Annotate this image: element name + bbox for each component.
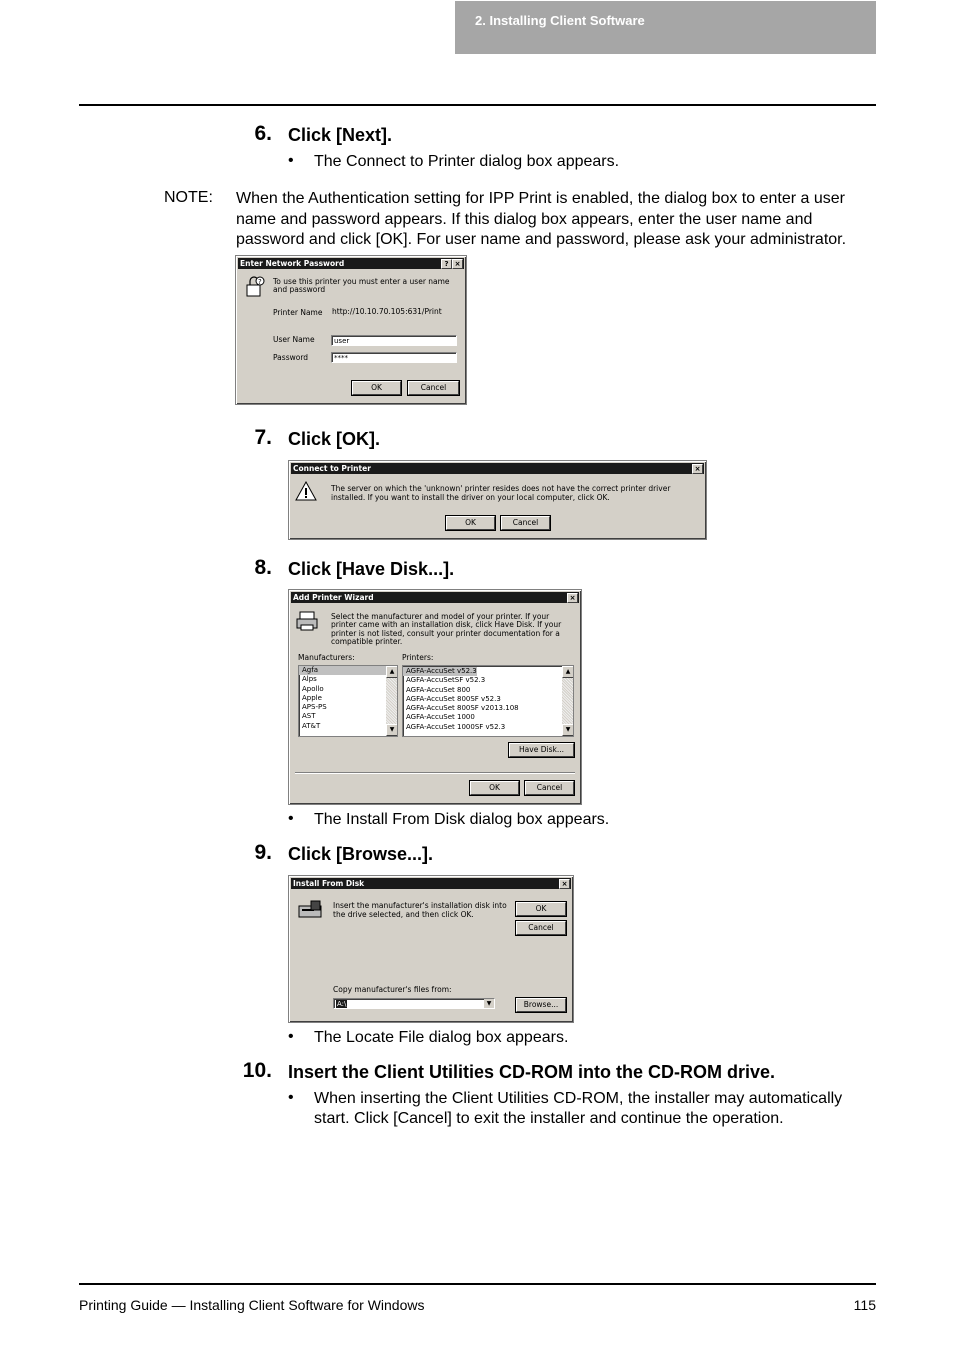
- ok-button[interactable]: OK: [446, 516, 495, 530]
- printer-icon: [295, 610, 321, 632]
- dialog-message: Insert the manufacturer's installation disk into the drive selected, and then click OK.: [333, 901, 507, 919]
- dialog-titlebar: [238, 258, 464, 269]
- step-8-bullet: [288, 810, 888, 830]
- header-rule: [79, 104, 876, 106]
- dialog-titlebar: [291, 592, 579, 603]
- scroll-up-icon[interactable]: ▲: [386, 666, 398, 678]
- list-item[interactable]: Agfa: [299, 666, 397, 675]
- step-10-bullet: [288, 1089, 888, 1131]
- cancel-button[interactable]: Cancel: [516, 921, 566, 935]
- key-lock-icon: [244, 276, 266, 298]
- list-item[interactable]: AGFA-AccuSet 800SF v52.3: [406, 694, 501, 703]
- browse-button[interactable]: Browse...: [516, 998, 566, 1012]
- connect-to-printer-dialog: [288, 460, 707, 540]
- step-9-number: 9.: [254, 841, 272, 864]
- enter-network-password-dialog: [235, 255, 467, 405]
- step-7-number: 7.: [254, 426, 272, 449]
- cancel-button[interactable]: Cancel: [501, 516, 550, 530]
- printers-label: Printers:: [402, 653, 434, 662]
- page-number: 115: [853, 1297, 876, 1313]
- help-button[interactable]: ?: [441, 259, 452, 269]
- bullet-text: The Locate File dialog box appears.: [314, 1029, 569, 1046]
- note-text: When the Authentication setting for IPP Print is enabled, the dialog box to enter a user name and password appears. If this dialog box appears, enter the user name and password and click [OK]. For user name and password, please ask your administrator.: [236, 190, 847, 248]
- list-item[interactable]: AT&T: [302, 721, 321, 730]
- list-item[interactable]: Apple: [302, 693, 322, 702]
- ok-button[interactable]: OK: [352, 381, 401, 395]
- close-button[interactable]: ×: [559, 879, 570, 889]
- printer-name-label: Printer Name: [273, 308, 323, 317]
- printers-list[interactable]: [402, 665, 574, 737]
- copy-from-label: Copy manufacturer's files from:: [333, 985, 452, 994]
- footer-rule: [79, 1283, 876, 1285]
- list-item[interactable]: AGFA-AccuSet 1000SF v52.3: [406, 722, 506, 731]
- bullet-text: When inserting the Client Utilities CD-ROM, the installer may automatically start. Click [Cancel] to exit the installer and continue the operation.: [314, 1090, 843, 1127]
- bullet-text: The Install From Disk dialog box appears.: [314, 811, 610, 828]
- scroll-down-icon[interactable]: ▼: [562, 724, 574, 736]
- dropdown-arrow-icon[interactable]: ▼: [484, 999, 494, 1008]
- list-item[interactable]: AST: [302, 712, 316, 721]
- copy-from-value: A:\: [337, 1000, 347, 1008]
- dialog-titlebar: [291, 463, 704, 474]
- scrollbar[interactable]: [562, 666, 573, 736]
- step-10-number: 10.: [242, 1059, 272, 1082]
- dialog-title: Install From Disk: [293, 879, 365, 888]
- step-6-bullet: [288, 152, 888, 172]
- list-item[interactable]: AGFA-AccuSet v52.3: [403, 667, 477, 676]
- list-item[interactable]: Apollo: [302, 684, 324, 693]
- bullet-mark: •: [288, 810, 294, 827]
- password-field[interactable]: ****: [331, 352, 457, 363]
- add-printer-wizard-dialog: [288, 589, 582, 805]
- list-item[interactable]: Alps: [302, 675, 317, 684]
- cancel-button[interactable]: Cancel: [408, 381, 459, 395]
- user-name-field[interactable]: user: [331, 335, 457, 346]
- disk-drive-icon: [298, 900, 324, 920]
- list-item[interactable]: AGFA-AccuSet 800: [406, 685, 471, 694]
- bullet-mark: •: [288, 152, 294, 169]
- dialog-titlebar: [291, 878, 571, 889]
- note-label: NOTE:: [164, 189, 213, 206]
- step-8-number: 8.: [254, 556, 272, 579]
- user-name-label: User Name: [273, 335, 315, 344]
- manufacturers-list[interactable]: [298, 665, 398, 737]
- scroll-up-icon[interactable]: ▲: [562, 666, 574, 678]
- manufacturers-label: Manufacturers:: [298, 653, 355, 662]
- ok-button[interactable]: OK: [516, 902, 566, 916]
- step-9-bullet: [288, 1028, 888, 1048]
- step-6-number: 6.: [254, 122, 272, 145]
- ok-button[interactable]: OK: [470, 781, 519, 795]
- step-9-title: Click [Browse...].: [288, 844, 434, 864]
- step-7-title: Click [OK].: [288, 429, 381, 449]
- step-6-title: Click [Next].: [288, 125, 393, 145]
- section-title: 2. Installing Client Software: [475, 13, 645, 28]
- close-button[interactable]: ×: [692, 464, 703, 474]
- dialog-title: Connect to Printer: [293, 464, 371, 473]
- separator: [295, 772, 575, 774]
- scroll-down-icon[interactable]: ▼: [386, 724, 398, 736]
- have-disk-button[interactable]: Have Disk...: [509, 743, 574, 757]
- list-item[interactable]: APS-PS: [302, 703, 327, 712]
- scrollbar[interactable]: [386, 666, 397, 736]
- bullet-mark: •: [288, 1089, 294, 1106]
- install-from-disk-dialog: [288, 875, 574, 1023]
- close-button[interactable]: ×: [567, 593, 578, 603]
- printer-name-value: http://10.10.70.105:631/Print: [332, 307, 442, 316]
- bullet-text: The Connect to Printer dialog box appears.: [314, 153, 620, 170]
- list-item[interactable]: AGFA-AccuSet 800SF v2013.108: [406, 704, 519, 713]
- password-label: Password: [273, 353, 309, 362]
- list-item[interactable]: AGFA-AccuSetSF v52.3: [406, 676, 486, 685]
- step-8-title: Click [Have Disk...].: [288, 559, 455, 579]
- bullet-mark: •: [288, 1028, 294, 1045]
- dialog-message: To use this printer you must enter a user name and password: [273, 277, 450, 294]
- section-header-tab: [455, 1, 876, 54]
- copy-from-combobox[interactable]: [333, 998, 495, 1009]
- list-item[interactable]: AGFA-AccuSet 1000: [406, 713, 475, 722]
- dialog-title: Add Printer Wizard: [293, 593, 374, 602]
- svg-text:?: ?: [258, 278, 262, 286]
- close-button[interactable]: ×: [452, 259, 463, 269]
- warning-icon: [295, 481, 317, 501]
- dialog-message: The server on which the 'unknown' printer resides does not have the correct printer driver installed. If you want to install the driver on your local computer, click OK.: [331, 484, 671, 502]
- step-10-title: Insert the Client Utilities CD-ROM into the CD-ROM drive.: [288, 1062, 776, 1082]
- dialog-title: Enter Network Password: [240, 259, 345, 268]
- footer-title: Printing Guide — Installing Client Software for Windows: [79, 1297, 425, 1313]
- dialog-message: Select the manufacturer and model of your printer. If your printer came with an installation disk, click Have Disk. If your printer is not listed, consult your printer documentation for a compatible printer.: [331, 612, 562, 646]
- cancel-button[interactable]: Cancel: [525, 781, 574, 795]
